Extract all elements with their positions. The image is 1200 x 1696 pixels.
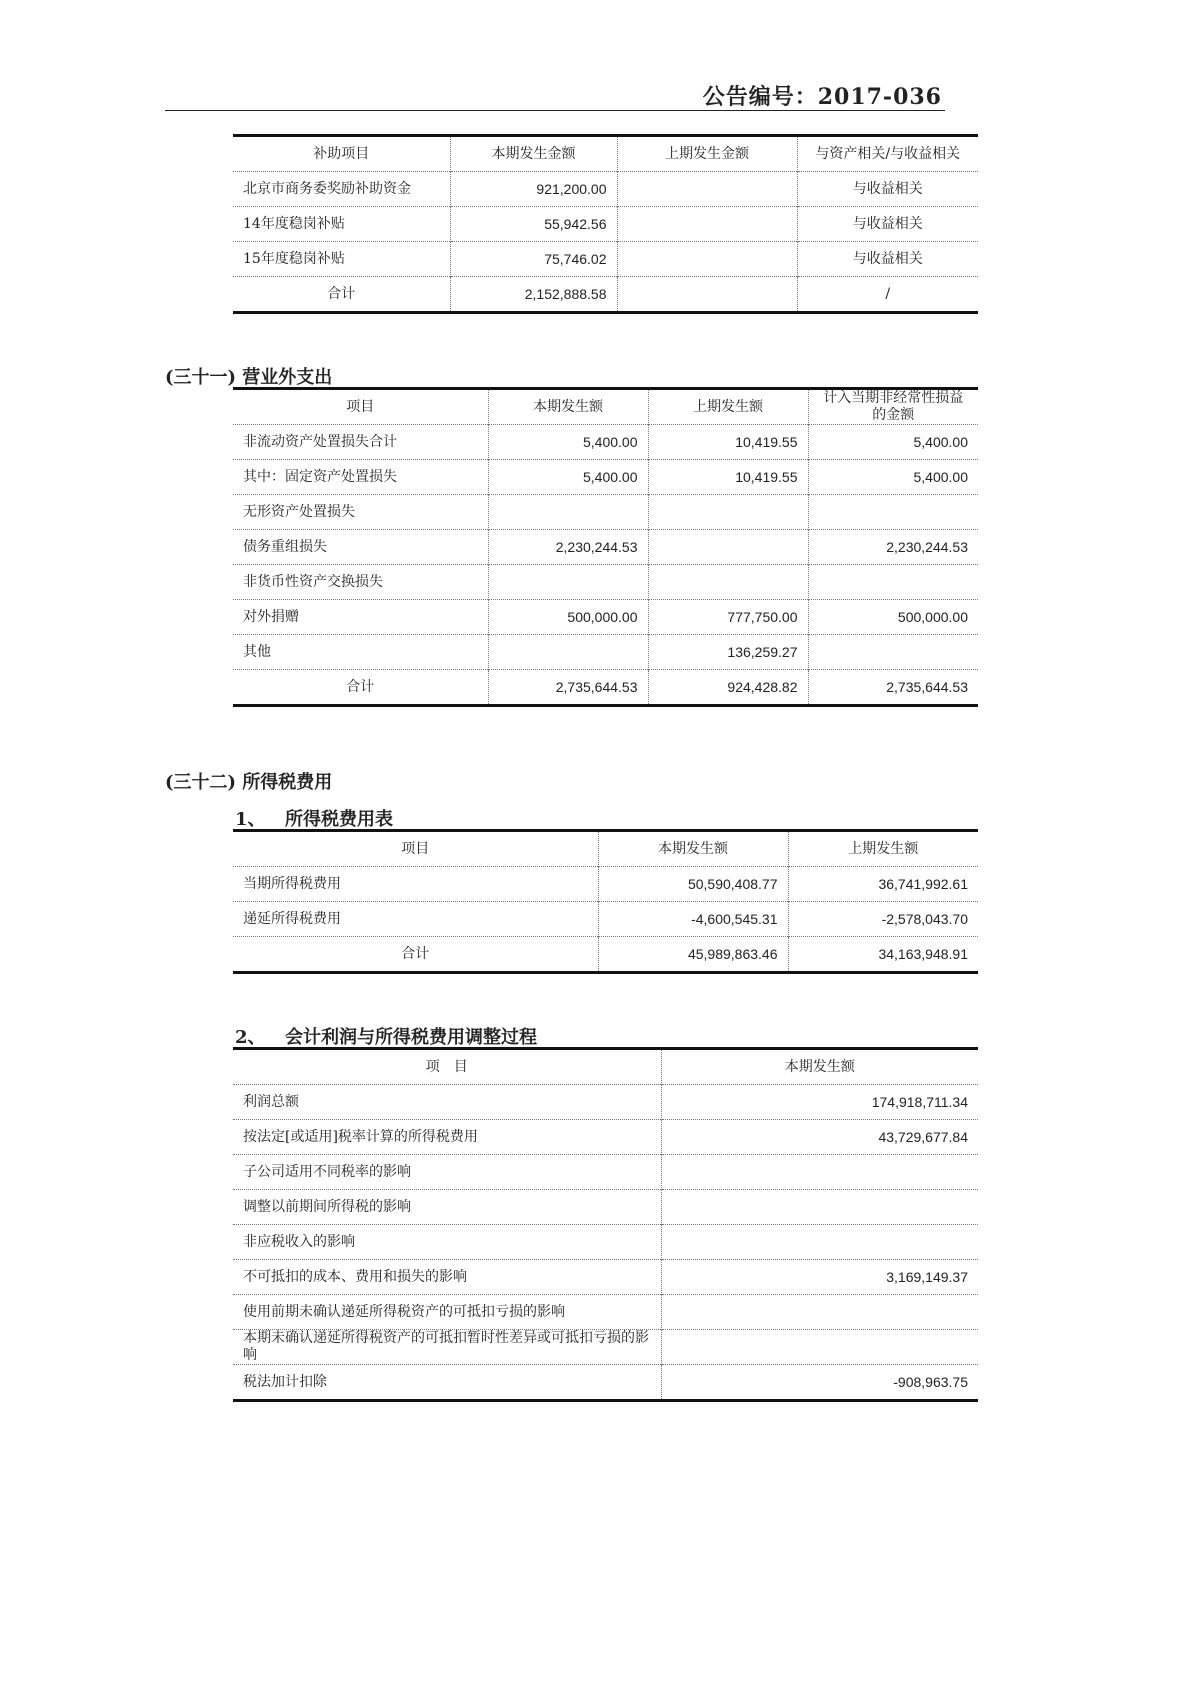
table-row <box>233 495 978 530</box>
table-cell: 10,419.55 <box>648 425 808 460</box>
table-row <box>233 1120 978 1155</box>
table-cell <box>648 495 808 530</box>
table-cell <box>661 1295 978 1330</box>
subsection-1-title: 1、 所得税费用表 <box>235 809 393 830</box>
table-row <box>233 242 978 277</box>
section-32-title: (三十二) 所得税费用 <box>165 772 333 793</box>
table-cell: 14年度稳岗补贴 <box>233 207 450 242</box>
table-row <box>233 670 978 706</box>
table-row <box>233 172 978 207</box>
table-row <box>233 207 978 242</box>
table-cell: 调整以前期间所得税的影响 <box>233 1190 661 1225</box>
table-row <box>233 1365 978 1401</box>
table-cell: 43,729,677.84 <box>661 1120 978 1155</box>
table-cell: 利润总额 <box>233 1085 661 1120</box>
table-cell <box>808 635 978 670</box>
table-cell: 36,741,992.61 <box>788 867 978 902</box>
table-cell: 合计 <box>233 937 598 973</box>
table-cell: 当期所得税费用 <box>233 867 598 902</box>
table-cell: 924,428.82 <box>648 670 808 706</box>
table-cell <box>648 530 808 565</box>
table-cell: 500,000.00 <box>808 600 978 635</box>
table-cell: 与收益相关 <box>797 172 978 207</box>
table-row <box>233 277 978 313</box>
table-cell <box>488 495 648 530</box>
column-header: 与资产相关/与收益相关 <box>797 136 978 172</box>
table-cell: 与收益相关 <box>797 242 978 277</box>
table-cell: 500,000.00 <box>488 600 648 635</box>
table-cell <box>488 635 648 670</box>
column-header: 本期发生额 <box>488 389 648 425</box>
table-cell: 5,400.00 <box>808 425 978 460</box>
section-31-title: (三十一) 营业外支出 <box>165 367 333 388</box>
table-cell: 34,163,948.91 <box>788 937 978 973</box>
table-cell: 75,746.02 <box>450 242 617 277</box>
column-header: 上期发生金额 <box>617 136 797 172</box>
table-cell: 136,259.27 <box>648 635 808 670</box>
table-cell <box>617 207 797 242</box>
table-cell: / <box>797 277 978 313</box>
table-cell <box>661 1155 978 1190</box>
table-cell <box>661 1225 978 1260</box>
table-cell: 本期未确认递延所得税资产的可抵扣暂时性差异或可抵扣亏损的影响 <box>233 1330 661 1365</box>
table-cell: 与收益相关 <box>797 207 978 242</box>
table-cell: 174,918,711.34 <box>661 1085 978 1120</box>
table-row <box>233 937 978 973</box>
table-row <box>233 902 978 937</box>
table-cell <box>808 495 978 530</box>
table-cell <box>648 565 808 600</box>
table-row <box>233 867 978 902</box>
table-cell: 合计 <box>233 277 450 313</box>
table-cell: 45,989,863.46 <box>598 937 788 973</box>
table-cell: 合计 <box>233 670 488 706</box>
table-cell: -908,963.75 <box>661 1365 978 1401</box>
table-cell: 非货币性资产交换损失 <box>233 565 488 600</box>
table-row <box>233 1155 978 1190</box>
table-cell: 其中：固定资产处置损失 <box>233 460 488 495</box>
table-row <box>233 1190 978 1225</box>
table-cell: 递延所得税费用 <box>233 902 598 937</box>
table-cell: 债务重组损失 <box>233 530 488 565</box>
column-header: 本期发生额 <box>661 1049 978 1085</box>
header-divider <box>165 110 945 111</box>
tax-reconciliation-table <box>233 1047 978 1402</box>
column-header: 本期发生金额 <box>450 136 617 172</box>
table-row <box>233 425 978 460</box>
table-cell: 5,400.00 <box>488 425 648 460</box>
table-cell: 非流动资产处置损失合计 <box>233 425 488 460</box>
table-cell: 15年度稳岗补贴 <box>233 242 450 277</box>
table-cell <box>617 242 797 277</box>
announcement-number: 公告编号：2017-036 <box>702 84 942 110</box>
table-cell: 3,169,149.37 <box>661 1260 978 1295</box>
table-cell: 2,230,244.53 <box>808 530 978 565</box>
subsection-2-title: 2、 会计利润与所得税费用调整过程 <box>235 1027 537 1048</box>
table-row <box>233 530 978 565</box>
table-cell: 子公司适用不同税率的影响 <box>233 1155 661 1190</box>
table-cell: -4,600,545.31 <box>598 902 788 937</box>
table-cell <box>617 277 797 313</box>
table-cell: 对外捐赠 <box>233 600 488 635</box>
table-cell <box>808 565 978 600</box>
table-cell <box>488 565 648 600</box>
table-cell: 2,152,888.58 <box>450 277 617 313</box>
table-row <box>233 460 978 495</box>
header-row <box>233 831 978 867</box>
table-cell: 税法加计扣除 <box>233 1365 661 1401</box>
table-cell: 50,590,408.77 <box>598 867 788 902</box>
header-row <box>233 389 978 425</box>
column-header: 项目 <box>401 840 430 857</box>
table-row <box>233 600 978 635</box>
column-header: 上期发生额 <box>788 831 978 867</box>
table-cell: 55,942.56 <box>450 207 617 242</box>
table-cell <box>661 1190 978 1225</box>
table-row <box>233 1295 978 1330</box>
table-cell: 无形资产处置损失 <box>233 495 488 530</box>
table-cell: 777,750.00 <box>648 600 808 635</box>
table-cell: 5,400.00 <box>808 460 978 495</box>
income-tax-expense-table <box>233 829 978 974</box>
table-cell: 使用前期未确认递延所得税资产的可抵扣亏损的影响 <box>233 1295 661 1330</box>
table-cell <box>617 172 797 207</box>
table-cell: 按法定[或适用]税率计算的所得税费用 <box>233 1120 661 1155</box>
table-cell: 2,735,644.53 <box>488 670 648 706</box>
table-cell: 非应税收入的影响 <box>233 1225 661 1260</box>
header-row <box>233 136 978 172</box>
table-cell <box>661 1330 978 1365</box>
column-header: 补助项目 <box>313 145 370 162</box>
table-row <box>233 635 978 670</box>
table-row <box>233 1085 978 1120</box>
column-header: 项 目 <box>425 1058 468 1075</box>
table-row <box>233 1260 978 1295</box>
subsidy-table <box>233 134 978 314</box>
table-cell: 2,230,244.53 <box>488 530 648 565</box>
non-operating-expense-table <box>233 387 978 707</box>
table-row <box>233 1225 978 1260</box>
column-header: 计入当期非经常性损益的金额 <box>808 389 978 425</box>
column-header: 上期发生额 <box>648 389 808 425</box>
column-header: 项目 <box>346 398 375 415</box>
table-cell: 5,400.00 <box>488 460 648 495</box>
table-cell: 其他 <box>233 635 488 670</box>
table-cell: 921,200.00 <box>450 172 617 207</box>
table-row <box>233 565 978 600</box>
table-cell: 北京市商务委奖励补助资金 <box>233 172 450 207</box>
column-header: 本期发生额 <box>598 831 788 867</box>
table-cell: 2,735,644.53 <box>808 670 978 706</box>
table-cell: -2,578,043.70 <box>788 902 978 937</box>
header-row <box>233 1049 978 1085</box>
table-row <box>233 1330 978 1365</box>
table-cell: 不可抵扣的成本、费用和损失的影响 <box>233 1260 661 1295</box>
table-cell: 10,419.55 <box>648 460 808 495</box>
